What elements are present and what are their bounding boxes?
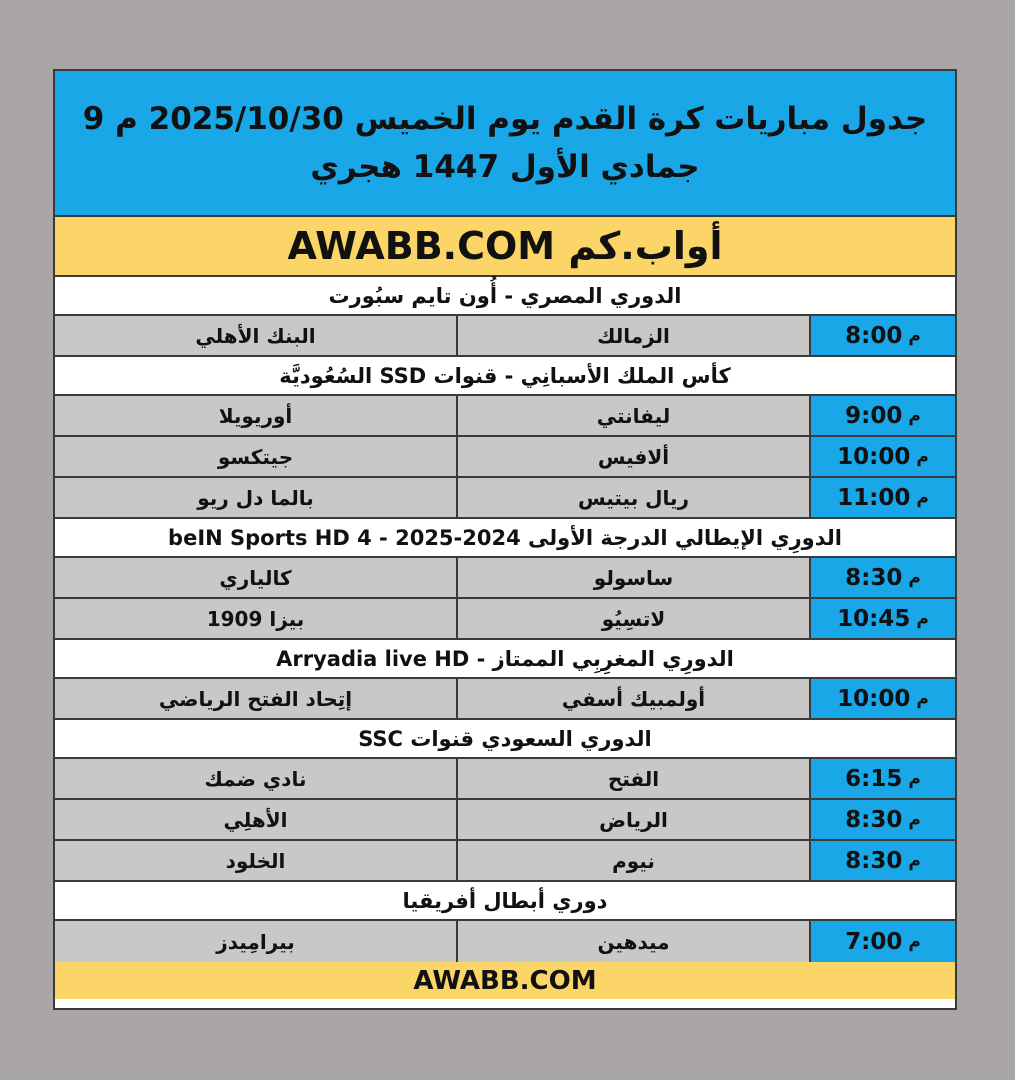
match-row xyxy=(55,437,955,478)
match-time xyxy=(809,396,955,435)
home-team: ليفانتي xyxy=(456,396,809,435)
match-time xyxy=(809,800,955,839)
time-value: 9:00 xyxy=(845,402,903,429)
league-name: الدوري السعودي قنوات SSC xyxy=(358,726,652,751)
match-row xyxy=(55,679,955,720)
match-time xyxy=(809,316,955,355)
match-time xyxy=(809,558,955,597)
time-suffix: م xyxy=(908,850,921,871)
brand-name: أواب.كم AWABB.COM xyxy=(287,224,723,268)
match-time xyxy=(809,841,955,880)
page-title: جدول مباريات كرة القدم يوم الخميس 2025/10/30 م 9 جمادي الأول 1447 هجري xyxy=(82,101,928,185)
home-team: أولمبيك أسفي xyxy=(456,679,809,718)
away-team: بالما دل ريو xyxy=(55,478,456,517)
league-header xyxy=(55,519,955,558)
away-team: جيتكسو xyxy=(55,437,456,476)
home-team: لاتسِيُو xyxy=(456,599,809,638)
time-value: 10:00 xyxy=(837,685,911,712)
home-team: نيوم xyxy=(456,841,809,880)
home-team: الزمالك xyxy=(456,316,809,355)
time-value: 8:00 xyxy=(845,322,903,349)
away-team: أوريويلا xyxy=(55,396,456,435)
time-suffix: م xyxy=(916,487,929,508)
away-team: كالياري xyxy=(55,558,456,597)
away-team: نادي ضمك xyxy=(55,759,456,798)
away-team: الخلود xyxy=(55,841,456,880)
match-row xyxy=(55,599,955,640)
match-row xyxy=(55,558,955,599)
time-value: 11:00 xyxy=(837,484,911,511)
match-row xyxy=(55,759,955,800)
time-suffix: م xyxy=(916,608,929,629)
time-suffix: م xyxy=(916,446,929,467)
home-team: الرياض xyxy=(456,800,809,839)
home-team: ريال بيتيس xyxy=(456,478,809,517)
brand-banner xyxy=(55,217,955,277)
time-value: 7:00 xyxy=(845,928,903,955)
match-time xyxy=(809,478,955,517)
time-value: 8:30 xyxy=(845,847,903,874)
away-team: إتِحاد الفتح الرياضي xyxy=(55,679,456,718)
league-header xyxy=(55,640,955,679)
time-suffix: م xyxy=(908,809,921,830)
league-name: الدوري المصري - أُون تايم سبُورت xyxy=(328,283,682,308)
league-header xyxy=(55,720,955,759)
league-name: كأس الملك الأسبانِي - قنوات SSD السُعُوديَّة xyxy=(279,363,731,388)
footer-banner xyxy=(55,962,955,999)
home-team: ألافيس xyxy=(456,437,809,476)
match-time xyxy=(809,759,955,798)
home-team: ميدهين xyxy=(456,921,809,962)
time-suffix: م xyxy=(908,931,921,952)
match-row xyxy=(55,478,955,519)
league-name: الدورِي الإيطالي الدرجة الأولى 2024-2025 - beIN Sports HD 4 xyxy=(168,525,842,550)
time-value: 6:15 xyxy=(845,765,903,792)
match-time xyxy=(809,679,955,718)
away-team: بيزا 1909 xyxy=(55,599,456,638)
league-header xyxy=(55,277,955,316)
match-row xyxy=(55,921,955,962)
away-team: الأهلِي xyxy=(55,800,456,839)
match-row xyxy=(55,800,955,841)
footer-brand: AWABB.COM xyxy=(413,965,597,996)
league-name: دوري أبطال أفريقيا xyxy=(402,888,608,913)
match-row xyxy=(55,396,955,437)
league-header xyxy=(55,882,955,921)
away-team: البنك الأهلي xyxy=(55,316,456,355)
league-header xyxy=(55,357,955,396)
time-value: 10:00 xyxy=(837,443,911,470)
time-suffix: م xyxy=(916,688,929,709)
time-suffix: م xyxy=(908,325,921,346)
time-suffix: م xyxy=(908,567,921,588)
league-name: الدورِي المغرِبِي الممتاز - Arryadia live HD xyxy=(276,646,734,671)
match-time xyxy=(809,921,955,962)
home-team: الفتح xyxy=(456,759,809,798)
match-row xyxy=(55,316,955,357)
time-suffix: م xyxy=(908,768,921,789)
match-time xyxy=(809,599,955,638)
away-team: بيرامِيدز xyxy=(55,921,456,962)
match-row xyxy=(55,841,955,882)
match-sections xyxy=(55,277,955,962)
match-time xyxy=(809,437,955,476)
time-value: 10:45 xyxy=(837,605,911,632)
title-banner xyxy=(55,71,955,217)
home-team: ساسولو xyxy=(456,558,809,597)
time-value: 8:30 xyxy=(845,806,903,833)
time-value: 8:30 xyxy=(845,564,903,591)
schedule-table xyxy=(53,69,957,1010)
time-suffix: م xyxy=(908,405,921,426)
